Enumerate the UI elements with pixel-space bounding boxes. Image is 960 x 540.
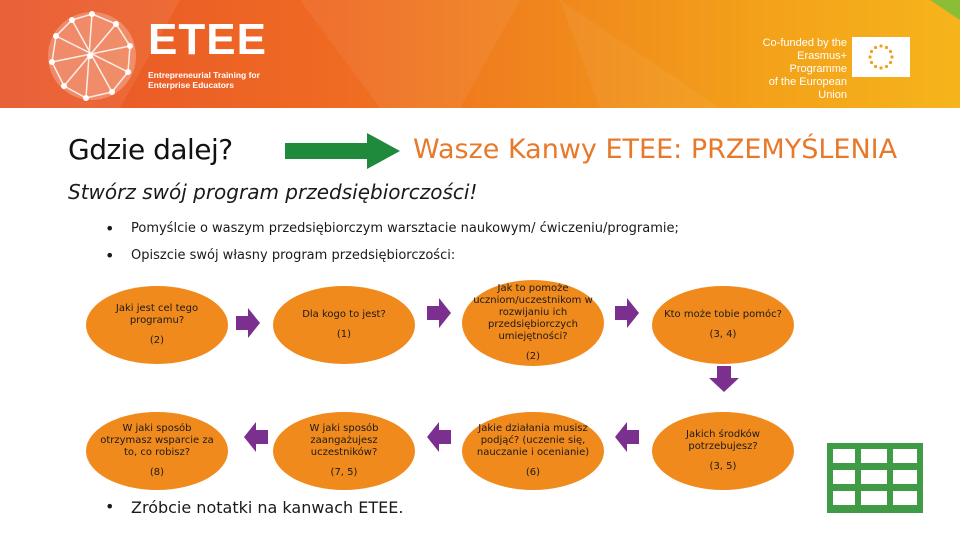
arrow-right-icon [427,298,451,328]
footer-bullet-text: Zróbcie notatki na kanwach ETEE. [131,498,404,517]
bullet-text: Opiszcie swój własny program przedsiębiorczości: [131,248,456,263]
flow-ref: (6) [525,467,541,478]
flow-ref: (7, 5) [330,467,358,478]
flow-question: Jaki jest cel tego programu? [115,303,199,326]
logo-wordmark: ETEE [148,15,267,64]
flow-ref: (2) [149,335,165,346]
flow-step-goal [86,286,228,364]
flow-step-resources [652,412,794,490]
arrow-left-icon [244,422,268,452]
flow-step-benefit [462,280,604,366]
arrow-right-icon [285,133,400,169]
logo-subtitle-line-2: Enterprise Educators [148,80,234,90]
flow-step-audience [273,286,415,364]
bullet-dot: • [105,497,115,516]
flow-question: Dla kogo to jest? [302,309,386,320]
logo-subtitle-line-1: Entrepreneurial Training for [148,70,260,80]
flow-ref: (8) [149,467,165,478]
flow-ref: (3, 5) [709,461,737,472]
arrow-right-icon [615,298,639,328]
flow-ref: (3, 4) [709,329,737,340]
flow-question: W jaki sposób otrzymasz wsparcie za to, co robisz? [100,423,214,458]
etee-sphere-logo [46,10,138,102]
eu-text-line-1: Co-funded by the [762,37,847,49]
flow-step-support [86,412,228,490]
arrow-left-icon [615,422,639,452]
eu-flag-icon [852,37,910,77]
flow-ref: (2) [525,351,541,362]
bullet-dot: • [105,219,115,238]
flow-step-helpers [652,286,794,364]
subtitle: Stwórz swój program przedsiębiorczości! [68,180,478,204]
flow-ref: (1) [336,329,352,340]
flow-question: Jakie działania musisz podjąć? (uczenie się, nauczanie i ocenianie) [476,423,590,458]
eu-text-line-3: of the European Union [768,76,847,101]
eu-funding-text [737,37,847,102]
header-banner [0,0,960,108]
flow-question: W jaki sposób zaangażujesz uczestników? [309,423,379,458]
arrow-right-icon [236,308,260,338]
flow-step-engagement [273,412,415,490]
logo-subtitle [148,70,260,90]
arrow-left-icon [427,422,451,452]
flow-question: Jakich środków potrzebujesz? [686,429,760,452]
flow-question: Jak to pomoże uczniom/uczestnikom w rozwijaniu ich przedsiębiorczych umiejętności? [473,283,593,342]
eu-text-line-2: Erasmus+ Programme [789,50,847,75]
flow-question: Kto może tobie pomóc? [664,309,782,320]
bullet-text: Pomyślcie o waszym przedsiębiorczym warsztacie naukowym/ ćwiczeniu/programie; [131,221,679,236]
bullet-dot: • [105,246,115,265]
page-title: Gdzie dalej? [68,133,233,166]
arrow-down-icon [709,366,739,392]
section-title: Wasze Kanwy ETEE: PRZEMYŚLENIA [413,134,898,165]
flow-step-actions [462,412,604,490]
spreadsheet-grid-icon [827,443,923,513]
